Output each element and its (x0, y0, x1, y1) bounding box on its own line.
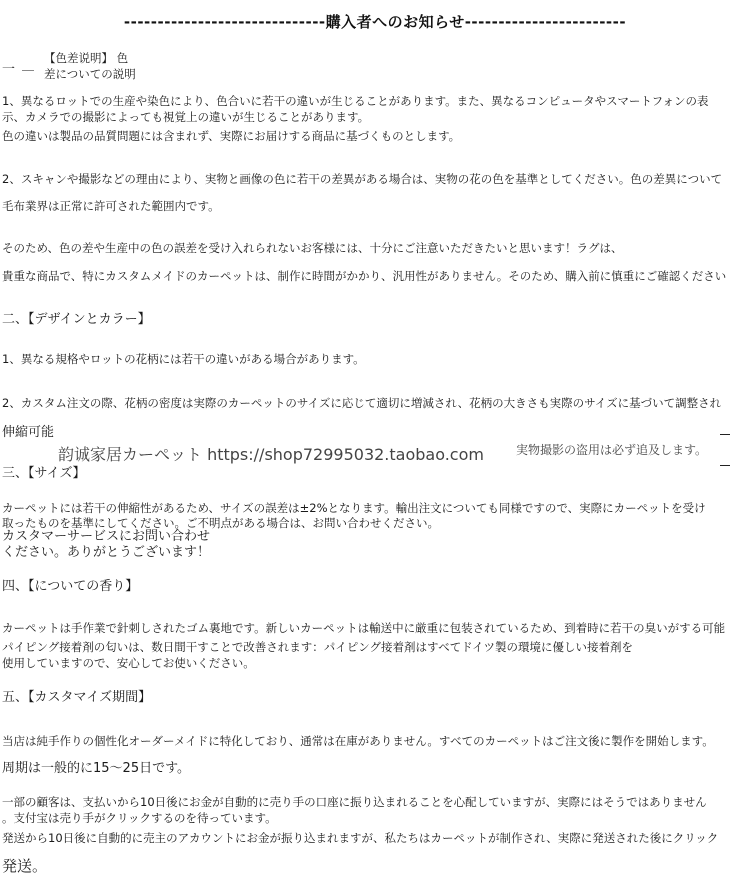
section1-paragraph: 2、スキャンや撮影などの理由により、実物と画像の色に若干の差異がある場合は、実物の花の色を基準としてください。色の差異について (2, 172, 723, 186)
section1-number: 一 (2, 62, 16, 77)
shop-watermark: 韵诚家居カーペット https://shop72995032.taobao.com (58, 445, 484, 464)
corner-mark (720, 434, 730, 435)
section3-heading: 三、【サイズ】 (2, 466, 86, 481)
section1-paragraph: 毛布業界は正常に許可された範囲内です。 (2, 199, 220, 213)
section3-paragraph: カーペットには若干の伸縮性があるため、サイズの誤差は±2%となります。輸出注文についても同様ですので、実際にカーペットを受け (2, 501, 706, 515)
section2-paragraph: 1、異なる規格やロットの花柄には若干の違いがある場合があります。 (2, 352, 365, 366)
section2-heading: 二、【デザインとカラー】 (2, 312, 151, 327)
section5-paragraph: 。支付宝は売り手がクリックするのを待っています。 (2, 811, 277, 825)
section5-paragraph: 一部の顧客は、支払いから10日後にお金が自動的に売り手の口座に振り込まれることを心配していますが、実際にはそうではありません (2, 795, 707, 809)
watermark-note: 実物撮影の盗用は必ず追及します。 (516, 443, 708, 457)
section5-paragraph: 発送。 (2, 857, 48, 875)
section1-paragraph: 1、異なるロットでの生産や染色により、色合いに若干の違いが生じることがあります。また、異なるコンピュータやスマートフォンの表 (2, 94, 709, 108)
section1-paragraph: 示、カメラでの撮影によっても視覚上の違いが生じることがあります。 (2, 110, 370, 124)
section4-paragraph: パイピング接着剤の匂いは、数日間干すことで改善されます：パイピング接着剤はすべてドイツ製の環境に優しい接着剤を (2, 640, 633, 654)
section5-paragraph: 当店は純手作りの個性化オーダーメイドに特化しており、通常は在庫がありません。すべてのカーペットはご注文後に製作を開始します。 (2, 734, 714, 748)
section4-heading: 四、【についての香り】 (2, 579, 139, 594)
section4-paragraph: カーペットは手作業で針刺しされたゴム裏地です。新しいカーペットは輸送中に厳重に包装されているため、到着時に若干の臭いがする可能 (2, 621, 726, 635)
section2-paragraph: 2、カスタム注文の際、花柄の密度は実際のカーペットのサイズに応じて適切に増減され、花柄の大きさも実際のサイズに基づいて調整され (2, 396, 722, 410)
section1-paragraph: 色の違いは製品の品質問題には含まれず、実際にお届けする商品に基づくものとします。 (2, 129, 461, 143)
section1-paragraph: そのため、色の差や生産中の色の誤差を受け入れられないお客様には、十分にご注意いただきたいと思います！ラグは、 (2, 241, 623, 255)
page-title: ------------------------------購入者へのお知らせ------------------------ (123, 13, 627, 31)
corner-mark (720, 465, 730, 466)
section3-paragraph: ください。ありがとうございます！ (2, 545, 211, 560)
section5-paragraph: 発送から10日後に自動的に売主のアカウントにお金が振り込まれますが、私たちはカーペットが制作され、実際に発送された後にクリック (2, 831, 719, 845)
section1-heading-cont: 差についての説明 (44, 67, 136, 81)
section3-paragraph: 取ったものを基準にしてください。ご不明点がある場合は、お問い合わせください。 (2, 516, 439, 530)
section5-heading: 五、【カスタマイズ期間】 (2, 690, 152, 705)
section5-paragraph: 周期は一般的に15～25日です。 (2, 761, 191, 776)
section1-paragraph: 貴重な商品で、特にカスタムメイドのカーペットは、制作に時間がかかり、汎用性がありません。そのため、購入前に慎重にご確認ください (2, 269, 727, 283)
section1-heading: 【色差说明】 色 (44, 51, 129, 65)
section2-paragraph: 伸縮可能 (2, 425, 55, 440)
small-image-icon (22, 70, 34, 71)
section4-paragraph: 使用していますので、安心してお使いください。 (2, 656, 255, 670)
section3-paragraph: カスタマーサービスにお問い合わせ (2, 529, 211, 544)
